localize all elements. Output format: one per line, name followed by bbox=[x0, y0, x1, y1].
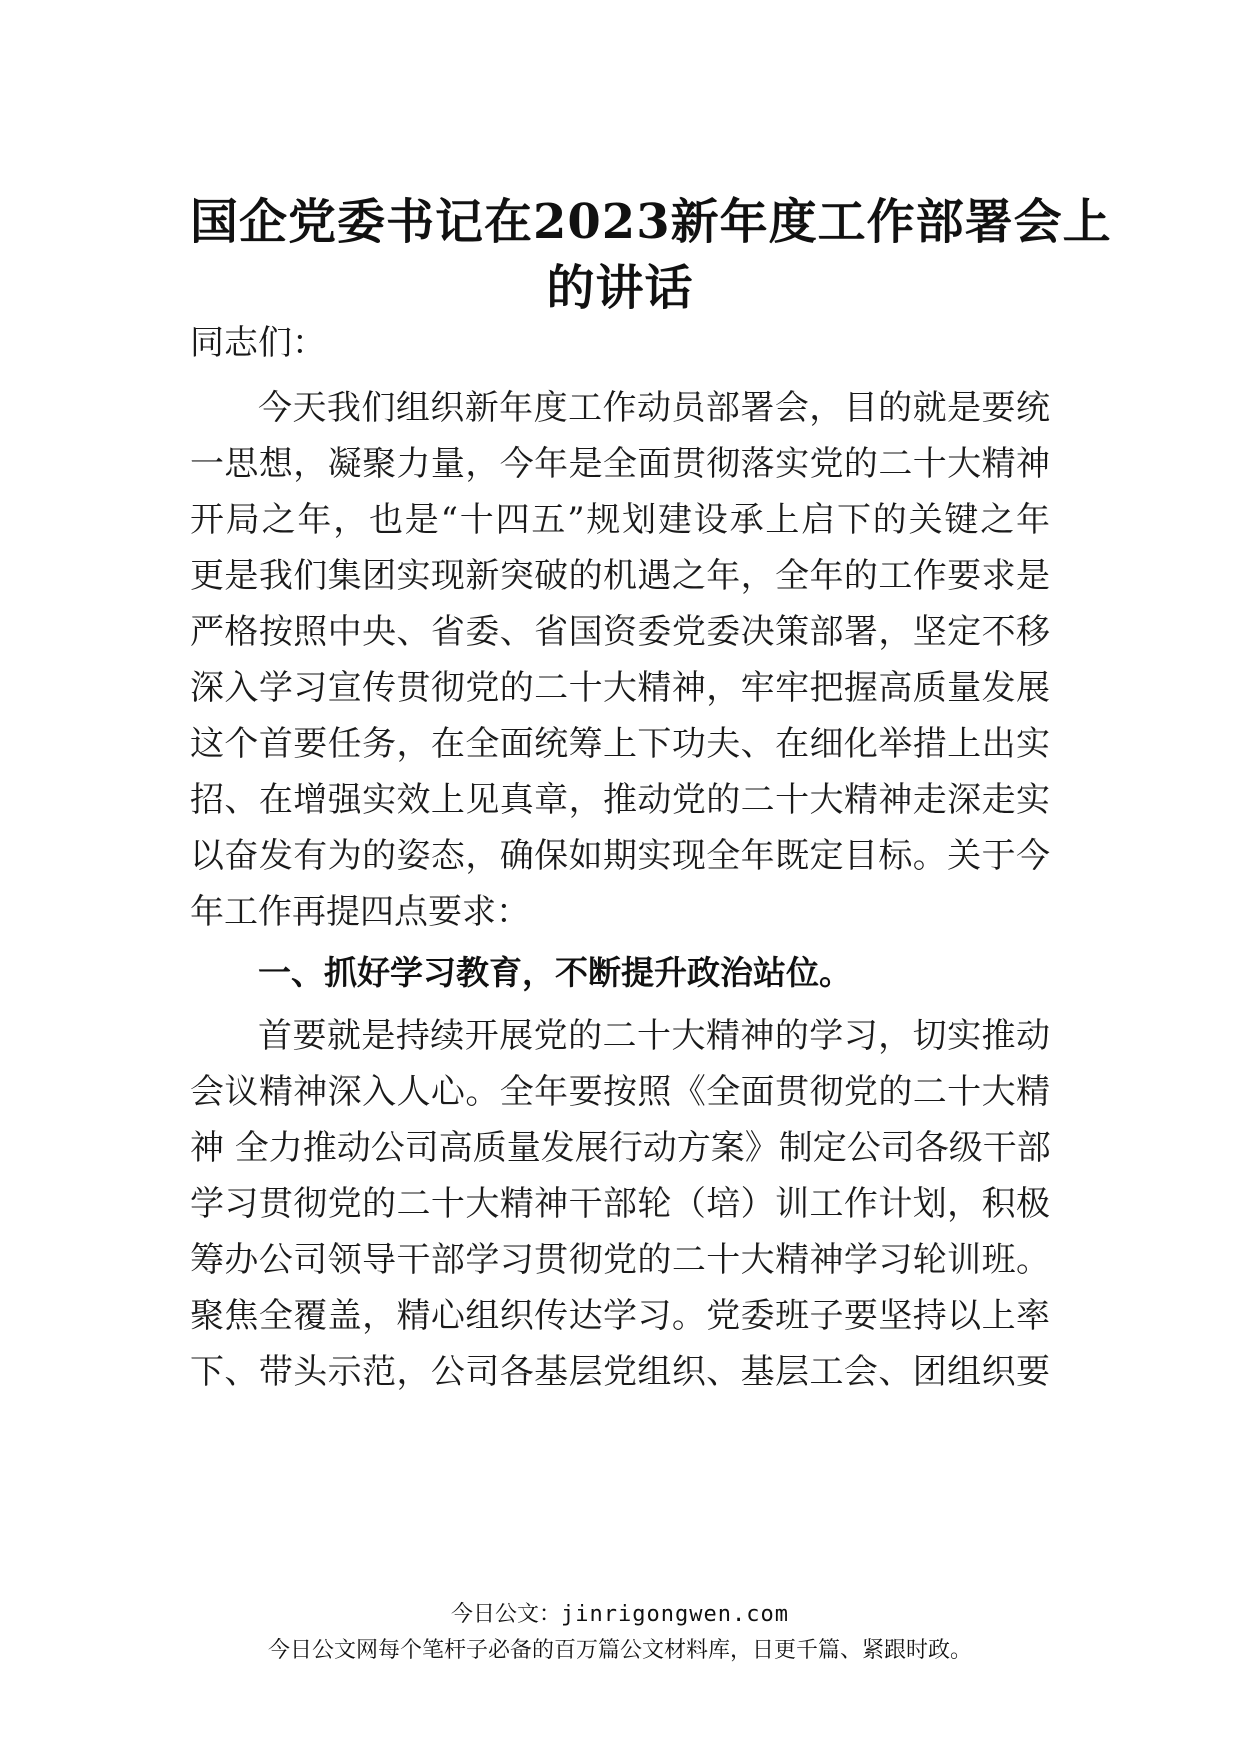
salutation: 同志们： bbox=[190, 323, 326, 363]
body-line: 以奋发有为的姿态，确保如期实现全年既定目标。关于今 bbox=[190, 836, 1050, 876]
body-line: 一思想，凝聚力量，今年是全面贯彻落实党的二十大精神 bbox=[190, 444, 1050, 484]
body-line: 深入学习宣传贯彻党的二十大精神，牢牢把握高质量发展 bbox=[190, 668, 1050, 708]
body-line: 更是我们集团实现新突破的机遇之年，全年的工作要求是 bbox=[190, 556, 1050, 596]
footer-url-link[interactable]: jinrigongwen.com bbox=[561, 1602, 789, 1627]
body-line: 这个首要任务，在全面统筹上下功夫、在细化举措上出实 bbox=[190, 724, 1050, 764]
body-line: 筹办公司领导干部学习贯彻党的二十大精神学习轮训班。 bbox=[190, 1240, 1050, 1280]
body-line: 学习贯彻党的二十大精神干部轮（培）训工作计划，积极 bbox=[190, 1184, 1050, 1224]
footer-label: 今日公文： bbox=[451, 1602, 562, 1627]
body-line: 聚焦全覆盖，精心组织传达学习。党委班子要坚持以上率 bbox=[190, 1296, 1050, 1336]
body-line: 今天我们组织新年度工作动员部署会，目的就是要统 bbox=[258, 388, 1050, 428]
footer-source bbox=[0, 1604, 1240, 1626]
document-title-line-1: 国企党委书记在2023新年度工作部署会上 bbox=[190, 194, 1112, 250]
body-line: 会议精神深入人心。全年要按照《全面贯彻党的二十大精 bbox=[190, 1072, 1050, 1112]
body-line: 开局之年，也是“十四五”规划建设承上启下的关键之年 bbox=[190, 500, 1050, 540]
body-line: 首要就是持续开展党的二十大精神的学习，切实推动 bbox=[258, 1016, 1050, 1056]
section-heading-1: 一、抓好学习教育，不断提升政治站位。 bbox=[258, 953, 852, 992]
body-line: 年工作再提四点要求： bbox=[190, 892, 530, 932]
body-line: 神 全力推动公司高质量发展行动方案》制定公司各级干部 bbox=[190, 1128, 1051, 1168]
body-line: 严格按照中央、省委、省国资委党委决策部署，坚定不移 bbox=[190, 612, 1050, 652]
body-line: 招、在增强实效上见真章，推动党的二十大精神走深走实 bbox=[190, 780, 1050, 820]
document-title-line-2: 的讲话 bbox=[546, 260, 694, 316]
body-line: 下、带头示范，公司各基层党组织、基层工会、团组织要 bbox=[190, 1352, 1050, 1392]
footer-tagline: 今日公文网每个笔杆子必备的百万篇公文材料库，日更千篇、紧跟时政。 bbox=[267, 1638, 972, 1663]
